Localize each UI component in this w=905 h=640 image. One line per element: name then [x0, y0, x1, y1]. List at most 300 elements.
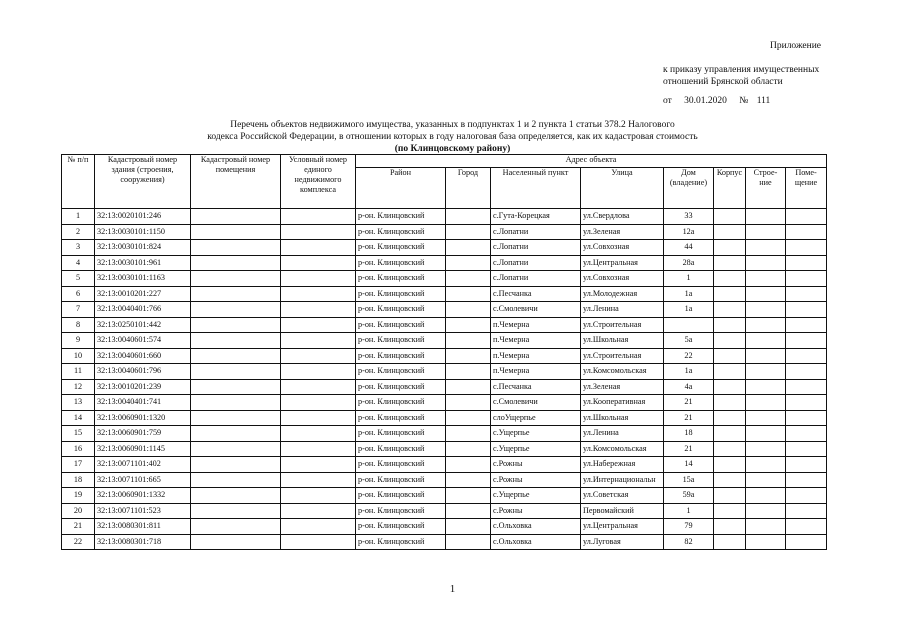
cell-room-cadastral [191, 503, 281, 519]
cell-district: р-он. Клинцовский [356, 302, 446, 318]
table-row [62, 317, 827, 333]
order-date-line [663, 96, 770, 106]
cell-city [446, 240, 491, 256]
col-header-stroenie: Строе-ние [746, 168, 786, 209]
cell-room-cadastral [191, 333, 281, 349]
cell-street: ул.Ленина [581, 426, 664, 442]
table-row [62, 348, 827, 364]
cell-pomeshchenie [786, 488, 827, 504]
cell-complex-number [281, 441, 356, 457]
cell-stroenie [746, 333, 786, 349]
cell-building-cadastral: 32:13:0030101:1150 [95, 224, 191, 240]
cell-korpus [714, 255, 746, 271]
cell-building-cadastral: 32:13:0071101:523 [95, 503, 191, 519]
table-row [62, 333, 827, 349]
cell-building-cadastral: 32:13:0020101:246 [95, 209, 191, 225]
cell-street: ул.Луговая [581, 534, 664, 550]
cell-complex-number [281, 410, 356, 426]
cell-korpus [714, 488, 746, 504]
cell-house: 82 [664, 534, 714, 550]
table-row [62, 364, 827, 380]
table-row [62, 395, 827, 411]
cell-complex-number [281, 271, 356, 287]
cell-num: 4 [62, 255, 95, 271]
cell-complex-number [281, 209, 356, 225]
cell-house: 21 [664, 395, 714, 411]
cell-city [446, 333, 491, 349]
col-header-city: Город [446, 168, 491, 209]
cell-num: 3 [62, 240, 95, 256]
cell-building-cadastral: 32:13:0040601:796 [95, 364, 191, 380]
cell-korpus [714, 457, 746, 473]
cell-street: ул.Набережная [581, 457, 664, 473]
cell-building-cadastral: 32:13:0010201:227 [95, 286, 191, 302]
cell-room-cadastral [191, 240, 281, 256]
cell-stroenie [746, 503, 786, 519]
cell-room-cadastral [191, 255, 281, 271]
cell-district: р-он. Клинцовский [356, 240, 446, 256]
cell-building-cadastral: 32:13:0060901:1332 [95, 488, 191, 504]
cell-room-cadastral [191, 348, 281, 364]
cell-pomeshchenie [786, 286, 827, 302]
cell-room-cadastral [191, 224, 281, 240]
cell-stroenie [746, 488, 786, 504]
cell-city [446, 488, 491, 504]
cell-korpus [714, 503, 746, 519]
cell-room-cadastral [191, 364, 281, 380]
cell-settlement: слоУщерпье [491, 410, 581, 426]
cell-house: 12а [664, 224, 714, 240]
cell-street: ул.Комсомольская [581, 364, 664, 380]
cell-district: р-он. Клинцовский [356, 410, 446, 426]
cell-room-cadastral [191, 379, 281, 395]
cell-house: 1а [664, 364, 714, 380]
cell-street: ул.Кооперативная [581, 395, 664, 411]
cell-num: 19 [62, 488, 95, 504]
cell-street: ул.Свердлова [581, 209, 664, 225]
cell-stroenie [746, 240, 786, 256]
cell-num: 9 [62, 333, 95, 349]
cell-stroenie [746, 441, 786, 457]
cell-house: 33 [664, 209, 714, 225]
cell-room-cadastral [191, 317, 281, 333]
cell-num: 17 [62, 457, 95, 473]
col-header-district: Район [356, 168, 446, 209]
cell-room-cadastral [191, 472, 281, 488]
cell-num: 12 [62, 379, 95, 395]
cell-settlement: с.Песчанка [491, 286, 581, 302]
cell-stroenie [746, 410, 786, 426]
cell-num: 18 [62, 472, 95, 488]
cell-pomeshchenie [786, 410, 827, 426]
annex-label: Приложение [770, 41, 821, 51]
cell-settlement: п.Чемерна [491, 317, 581, 333]
cell-stroenie [746, 271, 786, 287]
cell-house: 1 [664, 503, 714, 519]
cell-settlement: с.Рожны [491, 503, 581, 519]
table-row [62, 519, 827, 535]
col-header-settlement: Населенный пункт [491, 168, 581, 209]
order-date: 30.01.2020 [684, 96, 727, 106]
cell-korpus [714, 271, 746, 287]
table-row [62, 441, 827, 457]
cell-settlement: с.Лопатни [491, 224, 581, 240]
cell-house: 21 [664, 441, 714, 457]
cell-street: ул.Ленина [581, 302, 664, 318]
cell-street: ул.Совхозная [581, 271, 664, 287]
cell-city [446, 209, 491, 225]
cell-settlement: п.Чемерна [491, 333, 581, 349]
cell-city [446, 224, 491, 240]
cell-district: р-он. Клинцовский [356, 209, 446, 225]
cell-stroenie [746, 426, 786, 442]
table-row [62, 209, 827, 225]
cell-building-cadastral: 32:13:0250101:442 [95, 317, 191, 333]
cell-complex-number [281, 503, 356, 519]
cell-room-cadastral [191, 426, 281, 442]
cell-settlement: с.Смолевичи [491, 302, 581, 318]
cell-complex-number [281, 224, 356, 240]
table-row [62, 379, 827, 395]
cell-city [446, 472, 491, 488]
cell-city [446, 302, 491, 318]
number-sign: № [739, 96, 749, 106]
cell-room-cadastral [191, 457, 281, 473]
cell-pomeshchenie [786, 240, 827, 256]
cell-complex-number [281, 302, 356, 318]
cell-district: р-он. Клинцовский [356, 379, 446, 395]
cell-stroenie [746, 302, 786, 318]
cell-stroenie [746, 395, 786, 411]
cell-settlement: п.Чемерна [491, 348, 581, 364]
cell-complex-number [281, 317, 356, 333]
title-line-1: Перечень объектов недвижимого имущества, указанных в подпунктах 1 и 2 пункта 1 статьи 378.2 Налогового [230, 120, 675, 130]
cell-street: ул.Интернациональн [581, 472, 664, 488]
cell-korpus [714, 364, 746, 380]
cell-settlement: п.Чемерна [491, 364, 581, 380]
cell-room-cadastral [191, 395, 281, 411]
cell-district: р-он. Клинцовский [356, 503, 446, 519]
cell-num: 10 [62, 348, 95, 364]
cell-korpus [714, 379, 746, 395]
cell-settlement: с.Рожны [491, 472, 581, 488]
cell-korpus [714, 472, 746, 488]
cell-building-cadastral: 32:13:0060901:759 [95, 426, 191, 442]
table-row [62, 255, 827, 271]
col-header-complex: Условный номер единого недвижимого комплекса [281, 155, 356, 209]
cell-pomeshchenie [786, 519, 827, 535]
table-row [62, 224, 827, 240]
cell-pomeshchenie [786, 395, 827, 411]
cell-complex-number [281, 395, 356, 411]
cell-house: 1 [664, 271, 714, 287]
cell-street: ул.Молодежная [581, 286, 664, 302]
cell-korpus [714, 240, 746, 256]
cell-settlement: с.Гута-Корецкая [491, 209, 581, 225]
cell-building-cadastral: 32:13:0071101:402 [95, 457, 191, 473]
cell-room-cadastral [191, 534, 281, 550]
cell-num: 21 [62, 519, 95, 535]
col-header-korpus: Корпус [714, 168, 746, 209]
cell-stroenie [746, 224, 786, 240]
cell-complex-number [281, 333, 356, 349]
cell-street: ул.Строительная [581, 317, 664, 333]
cell-district: р-он. Клинцовский [356, 395, 446, 411]
table-row [62, 488, 827, 504]
cell-korpus [714, 302, 746, 318]
cell-house: 4а [664, 379, 714, 395]
cell-korpus [714, 333, 746, 349]
table-row [62, 503, 827, 519]
cell-stroenie [746, 364, 786, 380]
cell-house: 1а [664, 286, 714, 302]
cell-district: р-он. Клинцовский [356, 441, 446, 457]
order-reference [663, 64, 819, 88]
cell-room-cadastral [191, 286, 281, 302]
cell-street: ул.Советская [581, 488, 664, 504]
cell-house: 14 [664, 457, 714, 473]
cell-stroenie [746, 286, 786, 302]
table-row [62, 534, 827, 550]
cell-house: 22 [664, 348, 714, 364]
cell-district: р-он. Клинцовский [356, 333, 446, 349]
cell-complex-number [281, 255, 356, 271]
cell-complex-number [281, 519, 356, 535]
cell-building-cadastral: 32:13:0080301:811 [95, 519, 191, 535]
cell-korpus [714, 534, 746, 550]
cell-city [446, 271, 491, 287]
cell-district: р-он. Клинцовский [356, 255, 446, 271]
cell-room-cadastral [191, 271, 281, 287]
cell-city [446, 395, 491, 411]
cell-complex-number [281, 426, 356, 442]
cell-district: р-он. Клинцовский [356, 224, 446, 240]
cell-house: 5а [664, 333, 714, 349]
cell-pomeshchenie [786, 364, 827, 380]
table-row [62, 271, 827, 287]
cell-building-cadastral: 32:13:0040401:741 [95, 395, 191, 411]
table-row [62, 426, 827, 442]
cell-pomeshchenie [786, 333, 827, 349]
cell-district: р-он. Клинцовский [356, 457, 446, 473]
cell-pomeshchenie [786, 302, 827, 318]
date-prefix: от [663, 96, 672, 106]
cell-building-cadastral: 32:13:0040401:766 [95, 302, 191, 318]
cell-korpus [714, 209, 746, 225]
cell-pomeshchenie [786, 503, 827, 519]
cell-pomeshchenie [786, 379, 827, 395]
cell-stroenie [746, 519, 786, 535]
cell-num: 8 [62, 317, 95, 333]
cell-district: р-он. Клинцовский [356, 472, 446, 488]
cell-district: р-он. Клинцовский [356, 364, 446, 380]
cell-building-cadastral: 32:13:0040601:660 [95, 348, 191, 364]
cell-complex-number [281, 472, 356, 488]
cell-city [446, 410, 491, 426]
cell-street: ул.Строительная [581, 348, 664, 364]
cell-stroenie [746, 472, 786, 488]
cell-settlement: с.Ольховка [491, 519, 581, 535]
cell-num: 1 [62, 209, 95, 225]
col-header-street: Улица [581, 168, 664, 209]
cell-district: р-он. Клинцовский [356, 317, 446, 333]
cell-complex-number [281, 457, 356, 473]
cell-street: ул.Центральная [581, 255, 664, 271]
cell-complex-number [281, 286, 356, 302]
cell-korpus [714, 395, 746, 411]
cell-building-cadastral: 32:13:0030101:961 [95, 255, 191, 271]
cell-pomeshchenie [786, 457, 827, 473]
cell-house: 44 [664, 240, 714, 256]
col-header-room: Кадастровый номер помещения [191, 155, 281, 209]
cell-complex-number [281, 240, 356, 256]
cell-city [446, 519, 491, 535]
cell-num: 5 [62, 271, 95, 287]
cell-pomeshchenie [786, 271, 827, 287]
cell-complex-number [281, 379, 356, 395]
cell-city [446, 286, 491, 302]
table-body [62, 209, 827, 550]
order-number: 111 [756, 96, 771, 106]
cell-korpus [714, 441, 746, 457]
cell-room-cadastral [191, 519, 281, 535]
table-row [62, 457, 827, 473]
cell-korpus [714, 224, 746, 240]
cell-settlement: с.Ольховка [491, 534, 581, 550]
cell-street: ул.Совхозная [581, 240, 664, 256]
cell-building-cadastral: 32:13:0040601:574 [95, 333, 191, 349]
cell-korpus [714, 426, 746, 442]
cell-house: 28а [664, 255, 714, 271]
table-row [62, 240, 827, 256]
cell-house: 79 [664, 519, 714, 535]
cell-pomeshchenie [786, 534, 827, 550]
cell-house: 15а [664, 472, 714, 488]
cell-num: 16 [62, 441, 95, 457]
cell-num: 15 [62, 426, 95, 442]
cell-street: Первомайский [581, 503, 664, 519]
cell-building-cadastral: 32:13:0080301:718 [95, 534, 191, 550]
col-header-pomeshchenie: Поме-щение [786, 168, 827, 209]
cell-city [446, 503, 491, 519]
table-row [62, 302, 827, 318]
cell-building-cadastral: 32:13:0010201:239 [95, 379, 191, 395]
cell-street: ул.Зеленая [581, 224, 664, 240]
cell-num: 22 [62, 534, 95, 550]
cell-street: ул.Комсомольская [581, 441, 664, 457]
objects-table [61, 154, 827, 550]
cell-street: ул.Школьная [581, 333, 664, 349]
cell-pomeshchenie [786, 209, 827, 225]
cell-korpus [714, 286, 746, 302]
col-header-building: Кадастровый номер здания (строения, сооружения) [95, 155, 191, 209]
cell-stroenie [746, 457, 786, 473]
cell-house: 1а [664, 302, 714, 318]
cell-num: 7 [62, 302, 95, 318]
cell-stroenie [746, 348, 786, 364]
cell-complex-number [281, 348, 356, 364]
cell-korpus [714, 410, 746, 426]
cell-room-cadastral [191, 209, 281, 225]
cell-complex-number [281, 488, 356, 504]
cell-settlement: с.Лопатни [491, 240, 581, 256]
col-header-num: № п/п [62, 155, 95, 209]
cell-settlement: с.Ущерпье [491, 426, 581, 442]
title-line-2: кодекса Российской Федерации, в отношении которых в году налоговая база определяется, как их кадастровая стоимость [207, 132, 698, 142]
cell-building-cadastral: 32:13:0030101:1163 [95, 271, 191, 287]
page-number: 1 [449, 583, 456, 595]
cell-city [446, 441, 491, 457]
cell-city [446, 426, 491, 442]
cell-korpus [714, 317, 746, 333]
cell-settlement: с.Лопатни [491, 255, 581, 271]
cell-stroenie [746, 317, 786, 333]
cell-settlement: с.Лопатни [491, 271, 581, 287]
cell-street: ул.Центральная [581, 519, 664, 535]
cell-settlement: с.Ущерпье [491, 441, 581, 457]
cell-building-cadastral: 32:13:0071101:665 [95, 472, 191, 488]
cell-house: 18 [664, 426, 714, 442]
col-header-house: Дом (владение) [664, 168, 714, 209]
cell-settlement: с.Ущерпье [491, 488, 581, 504]
cell-num: 14 [62, 410, 95, 426]
cell-korpus [714, 519, 746, 535]
order-text-line-2: отношений Брянской области [663, 77, 783, 87]
cell-stroenie [746, 255, 786, 271]
col-header-address: Адрес объекта [356, 155, 827, 168]
cell-pomeshchenie [786, 224, 827, 240]
cell-pomeshchenie [786, 317, 827, 333]
cell-num: 13 [62, 395, 95, 411]
cell-stroenie [746, 379, 786, 395]
cell-room-cadastral [191, 488, 281, 504]
cell-city [446, 255, 491, 271]
cell-settlement: с.Рожны [491, 457, 581, 473]
cell-street: ул.Школьная [581, 410, 664, 426]
cell-complex-number [281, 364, 356, 380]
cell-room-cadastral [191, 441, 281, 457]
cell-num: 6 [62, 286, 95, 302]
cell-settlement: с.Песчанка [491, 379, 581, 395]
cell-district: р-он. Клинцовский [356, 271, 446, 287]
cell-pomeshchenie [786, 255, 827, 271]
cell-room-cadastral [191, 410, 281, 426]
cell-district: р-он. Клинцовский [356, 534, 446, 550]
cell-district: р-он. Клинцовский [356, 348, 446, 364]
cell-settlement: с.Смолевичи [491, 395, 581, 411]
cell-num: 11 [62, 364, 95, 380]
cell-building-cadastral: 32:13:0030101:824 [95, 240, 191, 256]
cell-complex-number [281, 534, 356, 550]
cell-house [664, 317, 714, 333]
cell-city [446, 317, 491, 333]
cell-city [446, 534, 491, 550]
cell-city [446, 457, 491, 473]
cell-district: р-он. Клинцовский [356, 519, 446, 535]
cell-district: р-он. Клинцовский [356, 286, 446, 302]
order-text-line-1: к приказу управления имущественных [663, 65, 820, 75]
cell-building-cadastral: 32:13:0060901:1145 [95, 441, 191, 457]
cell-pomeshchenie [786, 472, 827, 488]
cell-city [446, 348, 491, 364]
cell-city [446, 364, 491, 380]
cell-pomeshchenie [786, 348, 827, 364]
table-row [62, 286, 827, 302]
cell-house: 59а [664, 488, 714, 504]
cell-num: 20 [62, 503, 95, 519]
cell-district: р-он. Клинцовский [356, 488, 446, 504]
cell-stroenie [746, 209, 786, 225]
